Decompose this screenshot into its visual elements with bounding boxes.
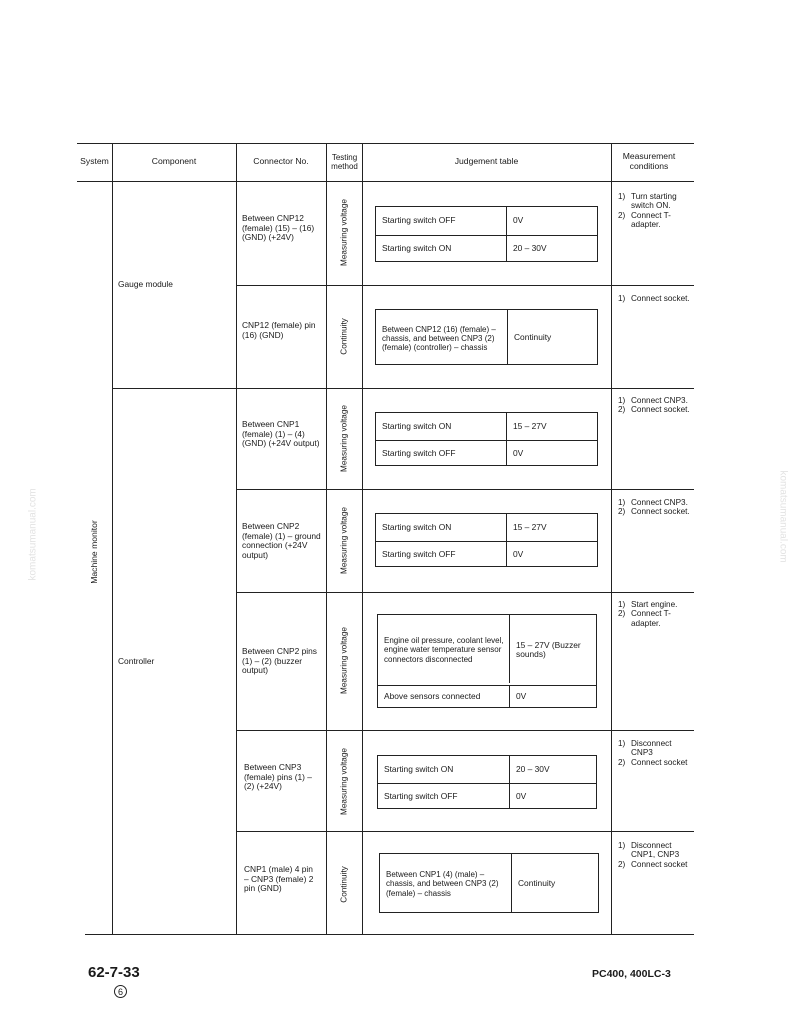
judgement-table-row-5	[377, 614, 597, 708]
judgement-table-row-4	[375, 513, 598, 567]
judgement-cond: Starting switch ON	[384, 763, 454, 774]
judgement-table-row-7	[379, 853, 599, 913]
header-testing-method: Testing method	[331, 153, 358, 171]
judgement-value: 0V	[513, 548, 524, 559]
judgement-cond: Between CNP1 (4) (male) – chassis, and between CNP3 (2) (female) – chassis	[386, 869, 499, 898]
model-code: PC400, 400LC-3	[592, 968, 671, 980]
method-row-5: Measuring voltage	[339, 627, 349, 694]
conditions-row-5: 1) Start engine. 2) Connect T-adapter.	[618, 600, 678, 628]
method-row-3: Measuring voltage	[339, 405, 349, 472]
component-gauge-module: Gauge module	[118, 279, 173, 289]
judgement-cond: Starting switch OFF	[382, 447, 456, 458]
page-number: 62-7-33	[88, 964, 140, 981]
judgement-value: 0V	[516, 691, 527, 702]
connector-row-2: CNP12 (female) pin (16) (GND)	[242, 320, 316, 340]
judgement-table-row-3	[375, 412, 598, 466]
judgement-cond: Starting switch OFF	[382, 215, 456, 226]
connector-row-5: Between CNP2 pins (1) – (2) (buzzer output)	[242, 646, 317, 676]
header-judgement: Judgement table	[454, 156, 519, 167]
judgement-cond: Between CNP12 (16) (female) – chassis, and between CNP3 (2) (female) (controller) – chassis	[382, 324, 496, 352]
judgement-value: 15 – 27V	[513, 521, 547, 532]
judgement-value: 0V	[516, 790, 527, 801]
connector-row-6: Between CNP3 (female) pins (1) – (2) (+24V)	[244, 762, 312, 792]
method-row-2: Continuity	[339, 318, 349, 355]
conditions-row-6: 1) Disconnect CNP3 2) Connect socket	[618, 739, 688, 767]
judgement-cond: Above sensors connected	[384, 691, 481, 702]
conditions-row-3: 1) Connect CNP3. 2) Connect socket.	[618, 396, 690, 415]
judgement-value: 15 – 27V	[513, 420, 547, 431]
judgement-table-row-6	[377, 755, 597, 809]
revision-mark: 6	[114, 985, 127, 998]
judgement-cond: Starting switch OFF	[384, 790, 458, 801]
conditions-row-1: 1) Turn starting switch ON. 2) Connect T-adapter.	[618, 192, 677, 230]
judgement-cond: Starting switch ON	[382, 521, 452, 532]
method-row-1: Measuring voltage	[339, 199, 349, 266]
judgement-cond: Starting switch OFF	[382, 548, 456, 559]
judgement-value: 15 – 27V (Buzzer sounds)	[516, 639, 581, 659]
connector-row-7: CNP1 (male) 4 pin – CNP3 (female) 2 pin (GND)	[244, 864, 314, 894]
judgement-cond: Starting switch ON	[382, 420, 452, 431]
judgement-value: 20 – 30V	[513, 243, 547, 254]
header-system: System	[80, 156, 109, 167]
judgement-cond: Starting switch ON	[382, 243, 452, 254]
judgement-cond: Engine oil pressure, coolant level, engine water temperature sensor connectors disconnected	[384, 635, 504, 664]
header-conditions: Measurement conditions	[622, 151, 676, 171]
method-row-7: Continuity	[339, 866, 349, 903]
judgement-table-row-2	[375, 309, 598, 365]
header-connector: Connector No.	[253, 156, 309, 167]
judgement-value: 20 – 30V	[516, 763, 550, 774]
watermark-left: komatsumanual.com	[27, 488, 39, 581]
judgement-value: Continuity	[514, 332, 552, 343]
system-name: Machine monitor	[89, 520, 99, 584]
watermark-right: komatsumanual.com	[777, 470, 789, 563]
conditions-row-2: 1) Connect socket.	[618, 294, 690, 303]
header-component: Component	[151, 156, 197, 167]
method-row-4: Measuring voltage	[339, 507, 349, 574]
judgement-value: 0V	[513, 215, 524, 226]
connector-row-3: Between CNP1 (female) (1) – (4) (GND) (+24V output)	[242, 419, 320, 449]
connector-row-1: Between CNP12 (female) (15) – (16) (GND) (+24V)	[242, 213, 315, 243]
judgement-table-row-1	[375, 206, 598, 262]
connector-row-4: Between CNP2 (female) (1) – ground connection (+24V output)	[242, 521, 321, 560]
component-controller: Controller	[118, 656, 155, 666]
conditions-row-4: 1) Connect CNP3. 2) Connect socket.	[618, 498, 690, 517]
judgement-value: 0V	[513, 447, 524, 458]
judgement-value: Continuity	[518, 878, 556, 889]
method-row-6: Measuring voltage	[339, 748, 349, 815]
conditions-row-7: 1) Disconnect CNP1, CNP3 2) Connect socket	[618, 841, 688, 869]
